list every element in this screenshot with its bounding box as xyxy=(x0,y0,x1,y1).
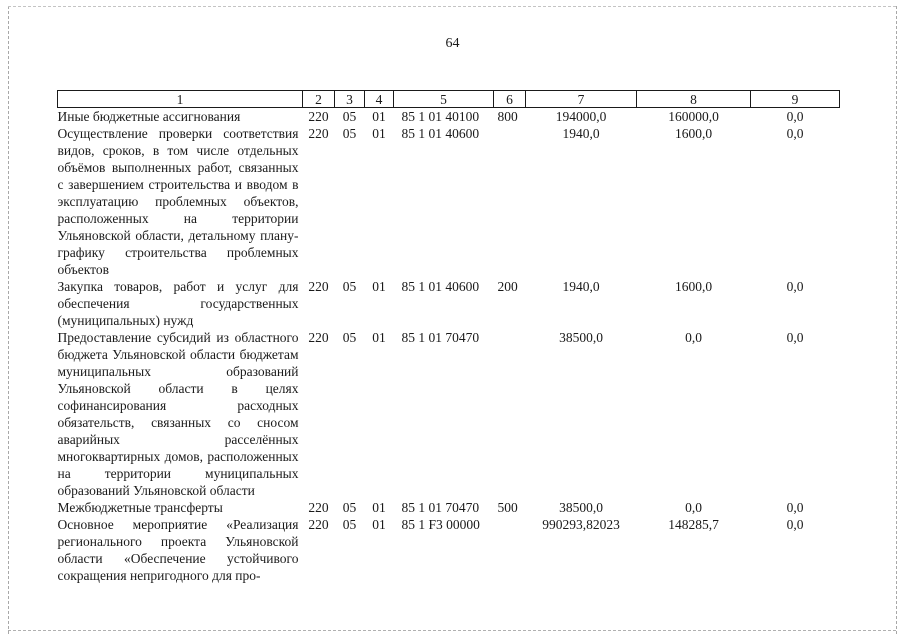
column-header-8: 8 xyxy=(637,91,751,108)
column-header-4: 4 xyxy=(365,91,394,108)
cell-col-3: 05 xyxy=(342,109,357,124)
cell-col-7: 1940,0 xyxy=(562,279,600,294)
cell-col-7: 38500,0 xyxy=(559,500,603,515)
cell-col-4: 01 xyxy=(372,126,386,141)
budget-table xyxy=(57,90,840,584)
table-header-row xyxy=(58,91,840,108)
cell-col-9: 0,0 xyxy=(786,126,804,141)
scan-edge-left xyxy=(8,6,9,634)
cell-col-2: 220 xyxy=(308,109,329,124)
cell-col-5: 85 1 01 70470 xyxy=(401,330,480,345)
cell-col-6: 500 xyxy=(497,500,518,515)
cell-col-3: 05 xyxy=(342,500,357,515)
cell-col-2: 220 xyxy=(308,517,329,532)
row-name: Иные бюджетные ассигнования xyxy=(57,109,241,124)
row-name: Предоставление субсидий из областного бюджета Ульяновской области бюджетам муниципальных образований Ульяновской области в целях софинансирования расходных обязательств, связанных со сносом аварийных расселённых многоквартирных домов, расположенных на территории муниципальных образований Ульяновской области xyxy=(57,330,299,498)
cell-col-3: 05 xyxy=(342,126,357,141)
cell-col-8: 148285,7 xyxy=(668,517,719,532)
cell-col-9: 0,0 xyxy=(786,109,804,124)
scan-edge-bottom xyxy=(8,630,896,631)
cell-col-5: 85 1 01 40600 xyxy=(401,126,480,141)
scan-edge-right xyxy=(896,6,897,634)
column-header-2: 2 xyxy=(303,91,335,108)
table-row xyxy=(58,516,840,584)
cell-col-6: 800 xyxy=(497,109,518,124)
row-name: Осуществление проверки соответствия видов, сроков, в том числе отдельных объёмов выполненных работ, связанных с завершением строительства и вводом в эксплуатацию проблемных объектов, расположенных на территории Ульяновской области, детальному плану-графику строительства проблемных объектов xyxy=(57,126,299,277)
cell-col-9: 0,0 xyxy=(786,517,804,532)
table-row xyxy=(58,499,840,516)
cell-col-4: 01 xyxy=(372,109,386,124)
cell-col-6 xyxy=(494,125,526,278)
cell-col-7: 990293,82023 xyxy=(542,517,620,532)
column-header-5: 5 xyxy=(394,91,494,108)
cell-col-9: 0,0 xyxy=(786,330,804,345)
cell-col-5: 85 1 F3 00000 xyxy=(401,517,480,532)
row-name: Закупка товаров, работ и услуг для обеспечения государственных (муниципальных) нужд xyxy=(57,279,299,328)
cell-col-7: 194000,0 xyxy=(555,109,607,124)
scan-edge-top xyxy=(8,6,896,7)
cell-col-4: 01 xyxy=(372,500,386,515)
table-row xyxy=(58,108,840,126)
column-header-3: 3 xyxy=(335,91,365,108)
row-name: Межбюджетные трансферты xyxy=(57,500,223,515)
table-row xyxy=(58,329,840,499)
cell-col-4: 01 xyxy=(372,517,386,532)
cell-col-8: 160000,0 xyxy=(668,109,719,124)
cell-col-8: 0,0 xyxy=(685,330,702,345)
column-header-6: 6 xyxy=(494,91,526,108)
cell-col-8: 1600,0 xyxy=(674,126,713,141)
cell-col-5: 85 1 01 40100 xyxy=(401,109,480,124)
cell-col-2: 220 xyxy=(308,500,329,515)
cell-col-4: 01 xyxy=(372,279,386,294)
cell-col-2: 220 xyxy=(308,330,329,345)
cell-col-2: 220 xyxy=(308,126,329,141)
cell-col-5: 85 1 01 40600 xyxy=(401,279,480,294)
cell-col-4: 01 xyxy=(372,330,386,345)
column-header-1: 1 xyxy=(58,91,303,108)
cell-col-6 xyxy=(494,329,526,499)
cell-col-3: 05 xyxy=(342,279,357,294)
cell-col-3: 05 xyxy=(342,517,357,532)
cell-col-5: 85 1 01 70470 xyxy=(401,500,480,515)
cell-col-6 xyxy=(494,516,526,584)
cell-col-7: 38500,0 xyxy=(559,330,603,345)
cell-col-8: 0,0 xyxy=(685,500,702,515)
row-name: Основное мероприятие «Реализация регионального проекта Ульяновской области «Обеспечение устойчивого сокращения непригодного для про- xyxy=(57,517,299,583)
column-header-7: 7 xyxy=(526,91,637,108)
column-header-9: 9 xyxy=(751,91,840,108)
page-number: 64 xyxy=(445,36,460,51)
cell-col-2: 220 xyxy=(308,279,329,294)
cell-col-3: 05 xyxy=(342,330,357,345)
table-row xyxy=(58,125,840,278)
table-row xyxy=(58,278,840,329)
cell-col-8: 1600,0 xyxy=(674,279,713,294)
cell-col-9: 0,0 xyxy=(786,500,804,515)
cell-col-9: 0,0 xyxy=(786,279,804,294)
cell-col-6: 200 xyxy=(497,279,518,294)
cell-col-7: 1940,0 xyxy=(562,126,600,141)
